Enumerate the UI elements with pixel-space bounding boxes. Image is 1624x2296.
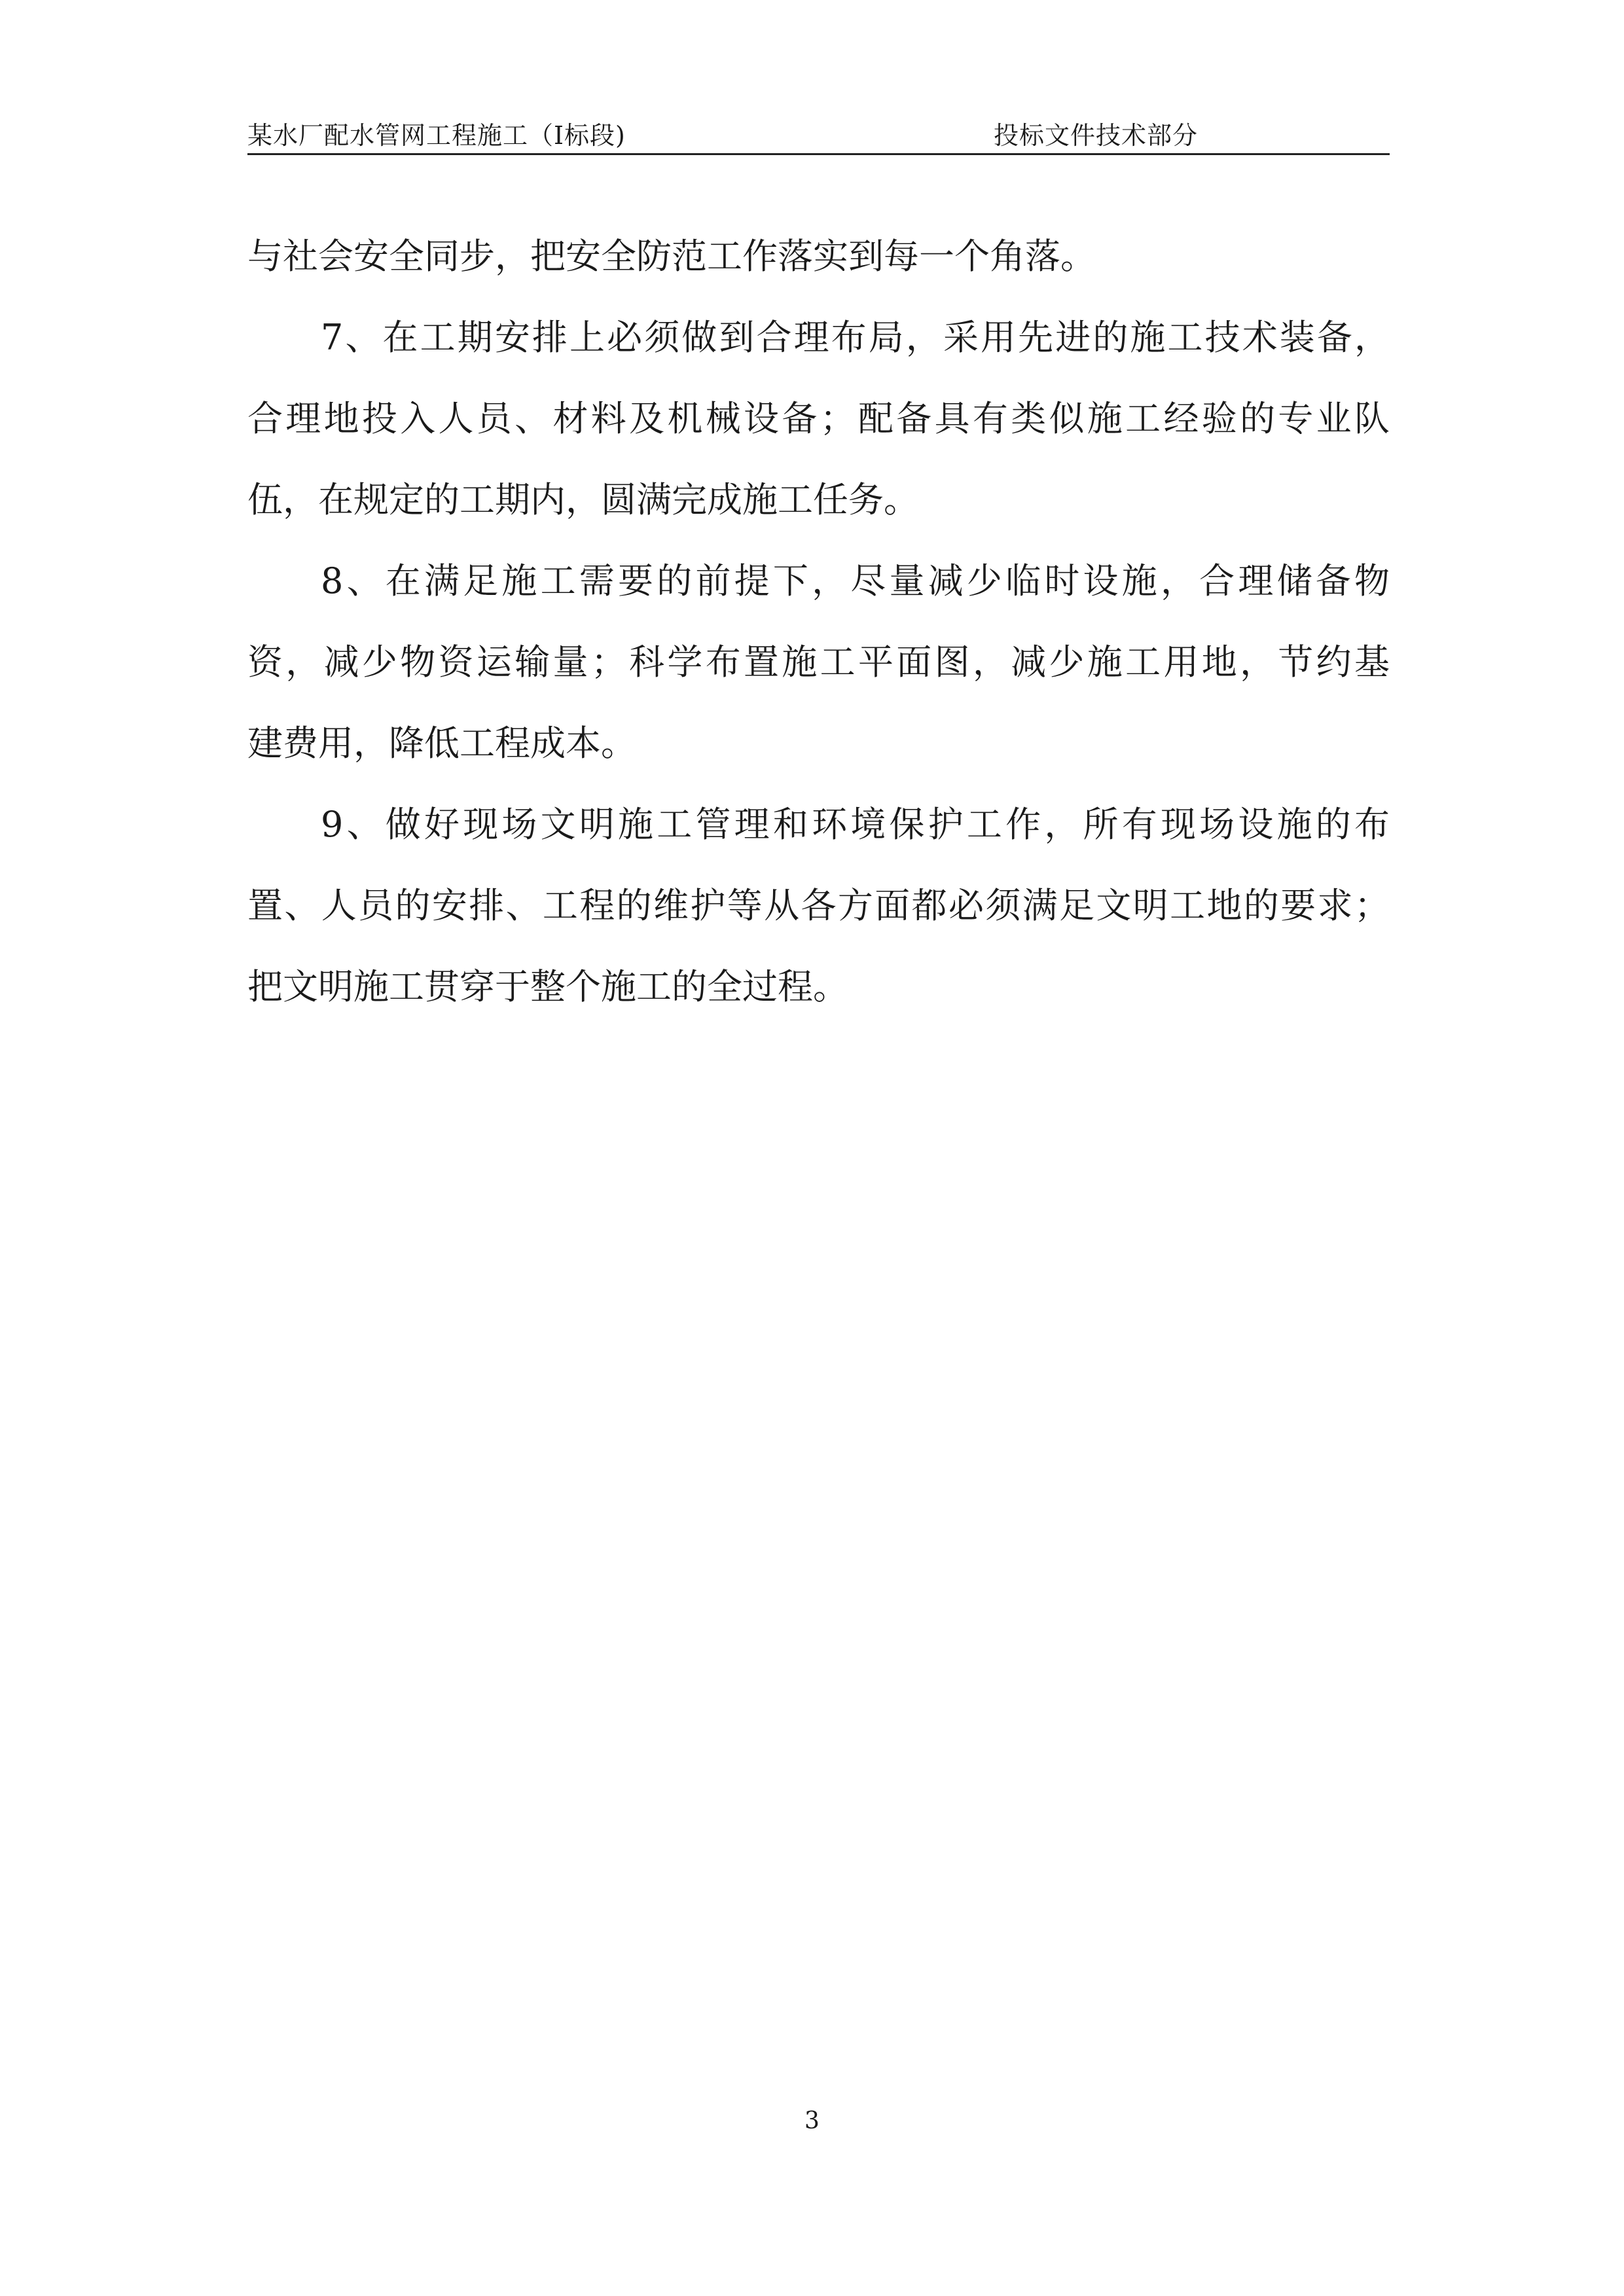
paragraph-line: 8、在满足施工需要的前提下，尽量减少临时设施，合理储备物 [321, 560, 1390, 601]
page-header [247, 110, 1390, 155]
paragraph-line: 资，减少物资运输量；科学布置施工平面图，减少施工用地，节约基 [247, 641, 1390, 683]
paragraph-line: 伍，在规定的工期内，圆满完成施工任务。 [247, 479, 919, 520]
paragraph-line: 合理地投入人员、材料及机械设备；配备具有类似施工经验的专业队 [247, 398, 1390, 439]
header-project-title: 某水厂配水管网工程施工（Ⅰ标段) [247, 121, 626, 150]
paragraph-line: 9、做好现场文明施工管理和环境保护工作，所有现场设施的布 [321, 804, 1390, 845]
paragraph-line: 7、在工期安排上必须做到合理布局，采用先进的施工技术装备， [321, 317, 1390, 358]
page-number: 3 [804, 2108, 820, 2134]
body-text [247, 216, 1390, 1028]
paragraph-line: 建费用，降低工程成本。 [247, 723, 636, 764]
header-section-title: 投标文件技术部分 [994, 121, 1199, 150]
paragraph-line: 把文明施工贯穿于整个施工的全过程。 [247, 966, 848, 1007]
paragraph-line: 与社会安全同步，把安全防范工作落实到每一个角落。 [247, 236, 1096, 277]
paragraph-line: 置、人员的安排、工程的维护等从各方面都必须满足文明工地的要求； [247, 885, 1390, 926]
